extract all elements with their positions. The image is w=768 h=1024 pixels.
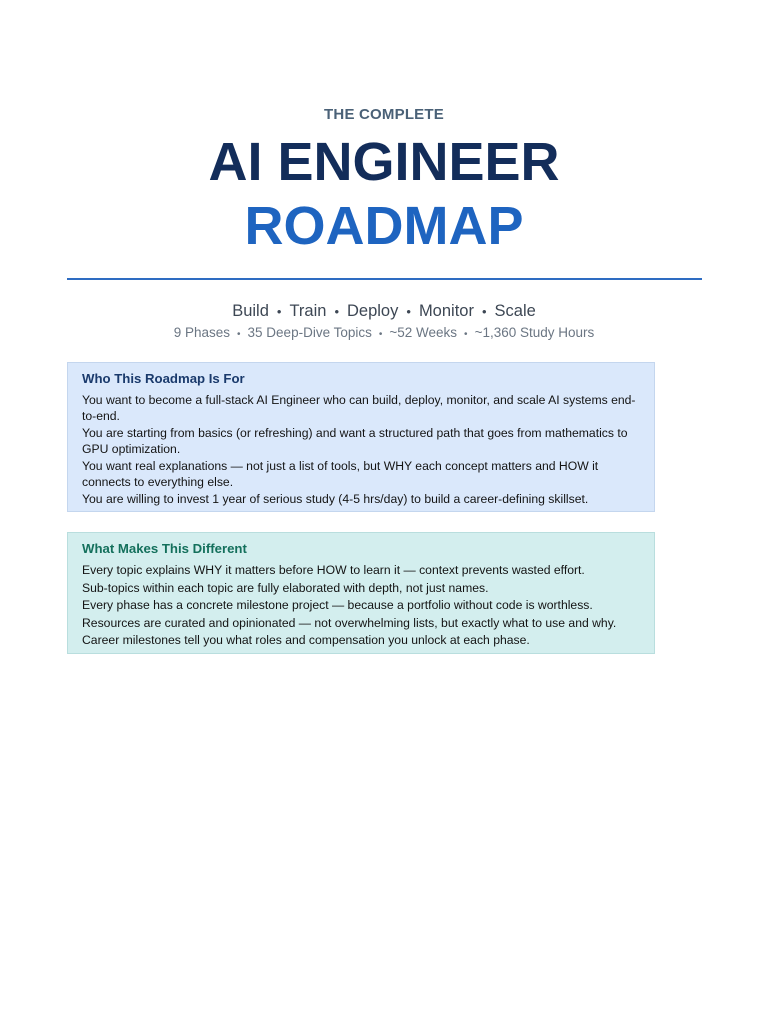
- audience-item: You are willing to invest 1 year of serious study (4-5 hrs/day) to build a career-defining skillset.: [82, 492, 589, 506]
- differentiators-heading: What Makes This Different: [82, 541, 247, 556]
- stat-separator: •: [378, 329, 383, 340]
- pillar-separator: •: [481, 304, 487, 319]
- title-eyebrow: THE COMPLETE: [324, 106, 444, 123]
- title-divider: [67, 278, 702, 280]
- differentiator-item: Every topic explains WHY it matters before HOW to learn it — context prevents wasted effort.: [82, 563, 585, 577]
- audience-item: You want real explanations — not just a list of tools, but WHY each concept matters and HOW it connects to everything else.: [82, 459, 599, 489]
- audience-callout: [67, 362, 655, 512]
- audience-heading: Who This Roadmap Is For: [82, 371, 245, 386]
- title-main: AI ENGINEER: [208, 132, 560, 192]
- stat-weeks: ~52 Weeks: [389, 325, 458, 340]
- pillars-line: [0, 302, 768, 321]
- stat-topics: 35 Deep-Dive Topics: [247, 325, 372, 340]
- stat-phases: 9 Phases: [173, 325, 231, 340]
- audience-item: You are starting from basics (or refreshing) and want a structured path that goes from mathematics to GPU optimization.: [82, 426, 628, 456]
- differentiator-item: Resources are curated and opinionated — not overwhelming lists, but exactly what to use and why.: [82, 615, 617, 630]
- differentiator-item: Every phase has a concrete milestone project — because a portfolio without code is worthless.: [82, 598, 593, 612]
- pillar-build: Build: [232, 302, 269, 320]
- audience-item: You want to become a full-stack AI Engineer who can build, deploy, monitor, and scale AI systems end-to-end.: [82, 393, 636, 423]
- pillar-train: Train: [289, 302, 327, 320]
- stat-hours: ~1,360 Study Hours: [474, 325, 595, 340]
- differentiator-item: Sub-topics within each topic are fully elaborated with depth, not just names.: [82, 580, 489, 595]
- differentiator-item: Career milestones tell you what roles and compensation you unlock at each phase.: [82, 633, 530, 647]
- pillar-monitor: Monitor: [418, 302, 474, 320]
- title-accent: ROADMAP: [244, 196, 524, 256]
- stat-separator: •: [464, 329, 468, 340]
- stats-line: [0, 325, 768, 340]
- pillar-scale: Scale: [494, 302, 536, 320]
- pillar-separator: •: [276, 304, 282, 319]
- pillar-separator: •: [406, 304, 411, 319]
- pillar-deploy: Deploy: [347, 302, 399, 320]
- stat-separator: •: [237, 329, 241, 340]
- pillar-separator: •: [334, 304, 339, 319]
- differentiators-callout: [67, 532, 655, 654]
